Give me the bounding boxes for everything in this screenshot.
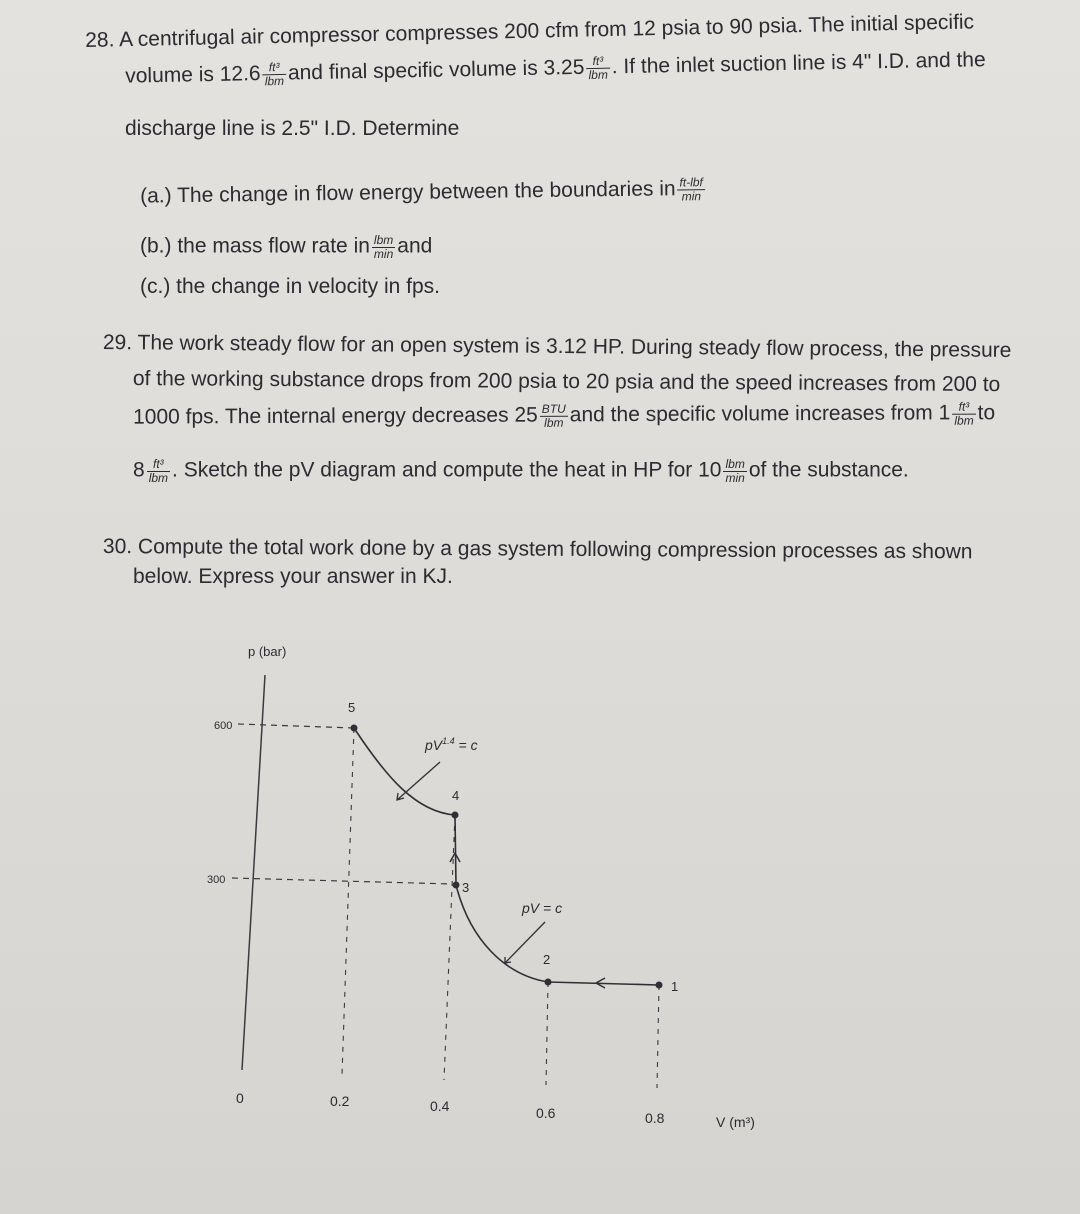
state-point-1: [656, 982, 663, 989]
fraction-lbm-per-min: $\frac{\text{lbm}}{\min}$: [725, 457, 745, 485]
arrow-2-3-leader: [505, 922, 545, 963]
curve-label-pv: pV = c: [522, 900, 563, 916]
x-tick-0.8: 0.8: [645, 1110, 665, 1126]
fraction-btu-per-lbm: $\frac{\text{BTU}}{\text{lbm}}$: [540, 403, 568, 429]
p29-line4: 8 $\frac{\text{ft³}}{\text{lbm}}$ . Sketch the pV diagram and compute the heat in HP for 10 $\frac{\text{lbm}}{\min}$ of the substance.: [133, 457, 909, 485]
origin-label: 0: [236, 1090, 244, 1106]
state-label-2: 2: [543, 952, 551, 967]
curve-label-pv-1.4: $pV^{1.4} = c$: [425, 736, 478, 753]
arrow-4-5-leader: [397, 762, 440, 800]
process-line-3-4: [455, 815, 456, 885]
p28-part-b: (b.) the mass flow rate in $\frac{\text{lbm}}{\min}$ and: [140, 233, 433, 261]
dashed-guide-0.8: [657, 985, 659, 1088]
process-line-1-2: [548, 982, 659, 985]
state-label-3: 3: [462, 880, 470, 895]
dashed-guide-0.2: [342, 728, 354, 1075]
fraction-ft3-per-lbm: $\frac{\text{ft³}}{\text{lbm}}$: [952, 401, 975, 427]
x-tick-0.2: 0.2: [330, 1093, 350, 1109]
p28-line2: volume is 12.6 $\frac{\text{ft³}}{\text{lbm}}$ and final specific volume is 3.25 $\frac{\text{ft³}}{\text{lbm}}$ . If the inlet suction line is 4" I.D. and the: [125, 48, 986, 88]
p28-part-a: (a.) The change in flow energy between the boundaries in $\frac{\text{ft-lbf}}{\min}$: [140, 176, 707, 210]
state-point-3: [453, 882, 460, 889]
p28-line1: 28. A centrifugal air compressor compresses 200 cfm from 12 psia to 90 psia. The initial specific: [84, 10, 975, 52]
dashed-guide-600: [238, 724, 354, 728]
p28-part-c: (c.) the change in velocity in fps.: [140, 275, 440, 298]
fraction-ft3-per-lbm: $\frac{\text{ft³}}{\text{lbm}}$: [148, 457, 169, 485]
state-label-1: 1: [671, 979, 679, 994]
p30-line1: 30. Compute the total work done by a gas system following compression processes as shown: [102, 535, 973, 564]
y-tick-300: 300: [207, 874, 226, 886]
p30-line2: below. Express your answer in KJ.: [133, 565, 453, 588]
p29-line3: 1000 fps. The internal energy decreases 25 $\frac{\text{BTU}}{\text{lbm}}$ and the specific volume increases from 1 $\frac{\text{ft³}}{\text{lbm}}$ to: [133, 399, 996, 430]
x-tick-0.6: 0.6: [536, 1105, 556, 1121]
dashed-guide-300: [232, 878, 452, 884]
fraction-ft3-per-lbm: $\frac{\text{ft³}}{\text{lbm}}$: [586, 55, 610, 82]
fraction-lbm-per-min: $\frac{\text{lbm}}{\min}$: [373, 233, 394, 261]
state-label-5: 5: [348, 700, 356, 715]
state-point-2: [545, 979, 552, 986]
dashed-guide-0.6: [546, 982, 548, 1085]
x-axis-label: V (m³): [716, 1114, 755, 1130]
y-axis-label: p (bar): [248, 644, 287, 659]
p29-line2: of the working substance drops from 200 psia to 20 psia and the speed increases from 200 to: [132, 367, 1001, 397]
x-tick-0.4: 0.4: [430, 1098, 450, 1114]
y-axis: [242, 675, 265, 1070]
p29-line1: 29. The work steady flow for an open system is 3.12 HP. During steady flow process, the pressure: [102, 331, 1012, 362]
state-point-5: [351, 725, 358, 732]
state-point-4: [452, 812, 459, 819]
fraction-ft3-per-lbm: $\frac{\text{ft³}}{\text{lbm}}$: [262, 61, 286, 88]
fraction-ftlbf-per-min: $\frac{\text{ft-lbf}}{\min}$: [677, 176, 705, 203]
p28-line3: discharge line is 2.5" I.D. Determine: [125, 117, 460, 140]
y-tick-600: 600: [214, 720, 233, 732]
state-label-4: 4: [452, 788, 460, 803]
